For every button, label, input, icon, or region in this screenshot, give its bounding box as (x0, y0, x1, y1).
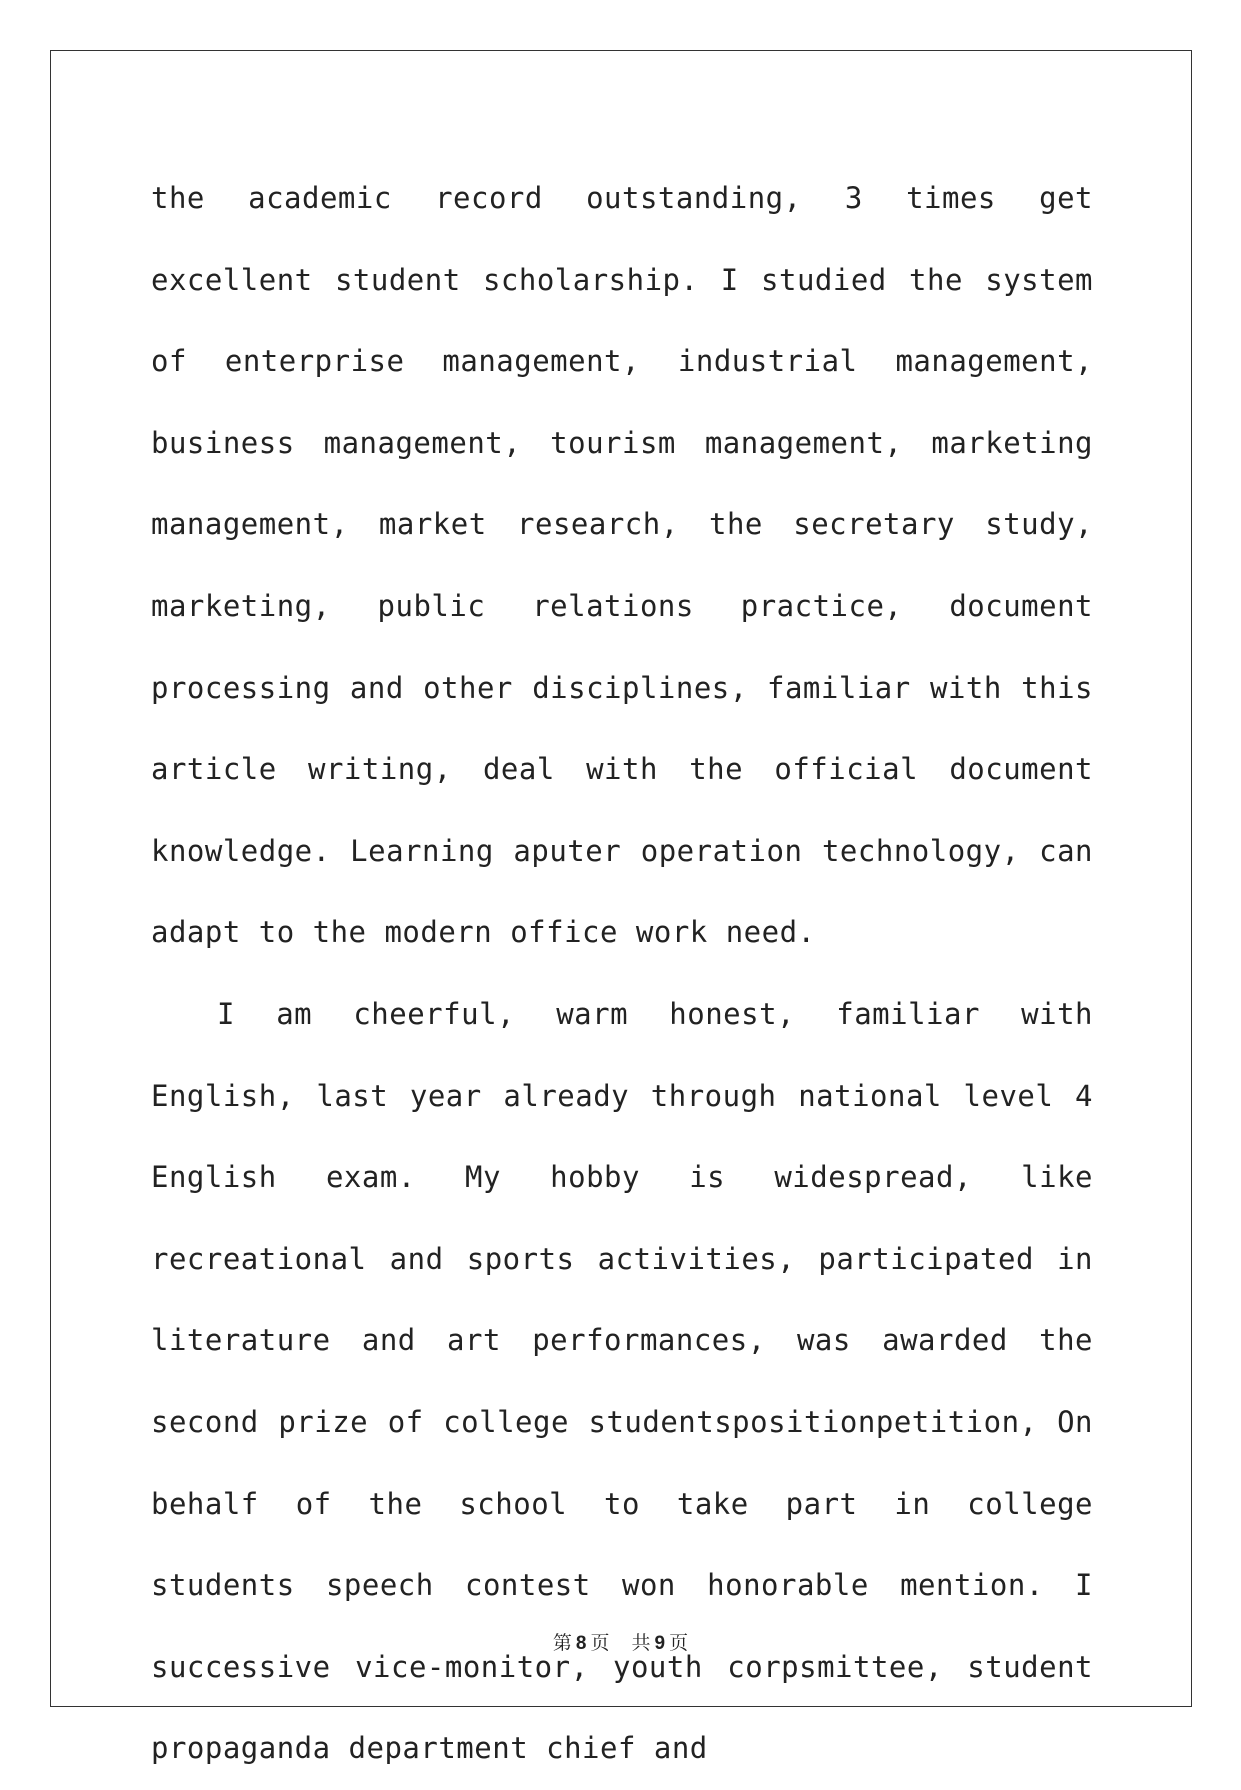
paragraph-2: I am cheerful, warm honest, familiar with English, last year already through national level 4 English exam. My hobby is widespread, like recreational and sports activities, participated in literature and art performances, was awarded the second prize of college studentspositionpetition, On behalf of the school to take part in college students speech contest won honorable mention. I successive vice-monitor, youth corpsmittee, student propaganda department chief and (151, 996, 1093, 1766)
paragraph-1: the academic record outstanding, 3 times get excellent student scholarship. I studied the system of enterprise management, industrial management, business management, tourism management, marketing management, market research, the secretary study, marketing, public relations practice, document processing and other disciplines, familiar with this article writing, deal with the official document knowledge. Learning aputer operation technology, can adapt to the modern office work need. (151, 181, 1093, 950)
total-prefix: 共 (631, 1632, 651, 1654)
document-body (151, 158, 1093, 1790)
total-page-number: 9 (654, 1633, 666, 1654)
page-prefix: 第 (552, 1632, 572, 1654)
page-footer (0, 1628, 1241, 1655)
page-suffix: 页 (590, 1632, 610, 1654)
total-suffix: 页 (669, 1632, 689, 1654)
current-page-number: 8 (575, 1633, 587, 1654)
